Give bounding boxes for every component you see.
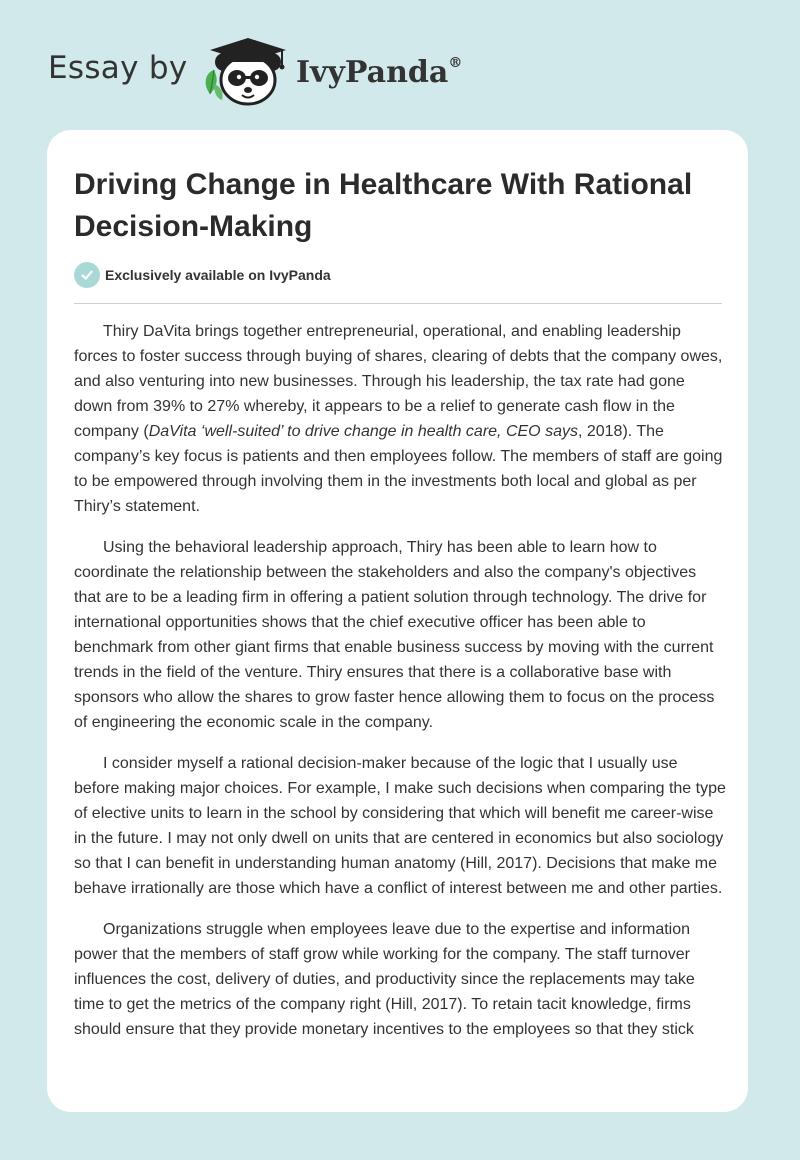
essay-body <box>74 319 726 1058</box>
paragraph: Using the behavioral leadership approach, Thiry has been able to learn how to coordinate the relationship between the stakeholders and also the company's objectives that are to be a leading firm in offering a patient solution through technology. The drive for international opportunities shows that the chief executive officer has been able to benchmark from other giant firms that enable business success by moving with the current trends in the field of the venture. Thiry ensures that there is a collaborative base with sponsors who allow the shares to grow faster hence allowing them to focus on the process of engineering the economic scale in the company. <box>74 539 715 731</box>
paragraph: I consider myself a rational decision-maker because of the logic that I usually use before making major choices. For example, I make such decisions when comparing the type of elective units to learn in the school by considering that which will benefit me career-wise in the future. I may not only dwell on units that are centered in economics but also sociology so that I can benefit in understanding human anatomy (Hill, 2017). Decisions that make me behave irrationally are those which have a conflict of interest between me and other parties. <box>74 755 726 897</box>
brand-name[interactable] <box>296 55 462 90</box>
essay-by-label: Essay by <box>48 50 188 86</box>
essay-card <box>47 130 748 1112</box>
page-title: Driving Change in Healthcare With Rational Decision-Making <box>74 168 693 243</box>
paragraph-text: Thiry DaVita brings together entrepreneurial, operational, and enabling leadership forces to foster success through buying of shares, clearing of debts that the company owes, and also venturing into new businesses. Through his leadership, the tax rate had gone down from 39% to 27% whereby, it appears to be a relief to generate cash flow in the company ( <box>74 323 723 440</box>
divider <box>74 303 722 304</box>
brand-text: IvyPanda <box>296 55 449 90</box>
citation-title: DaVita ‘well-suited’ to drive change in health care, CEO says <box>148 423 578 440</box>
paragraph: Organizations struggle when employees leave due to the expertise and information power that the members of staff grow while working for the company. The staff turnover influences the cost, delivery of duties, and productivity since the replacements may take time to get the metrics of the company right (Hill, 2017). To retain tacit knowledge, firms should ensure that they provide monetary incentives to the employees so that they stick <box>74 921 695 1038</box>
exclusive-badge <box>74 262 331 288</box>
site-header <box>0 0 800 130</box>
paragraph <box>74 319 726 519</box>
paragraph-text: , 2018). The company’s key focus is patients and then employees follow. The members of staff are going to be empowered through involving them in the investments both local and global as per Thiry’s statement. <box>74 423 723 515</box>
registered-mark: ® <box>448 55 463 71</box>
check-icon <box>74 262 100 288</box>
badge-label: Exclusively available on IvyPanda <box>105 267 331 283</box>
panda-logo-icon[interactable] <box>200 36 296 108</box>
